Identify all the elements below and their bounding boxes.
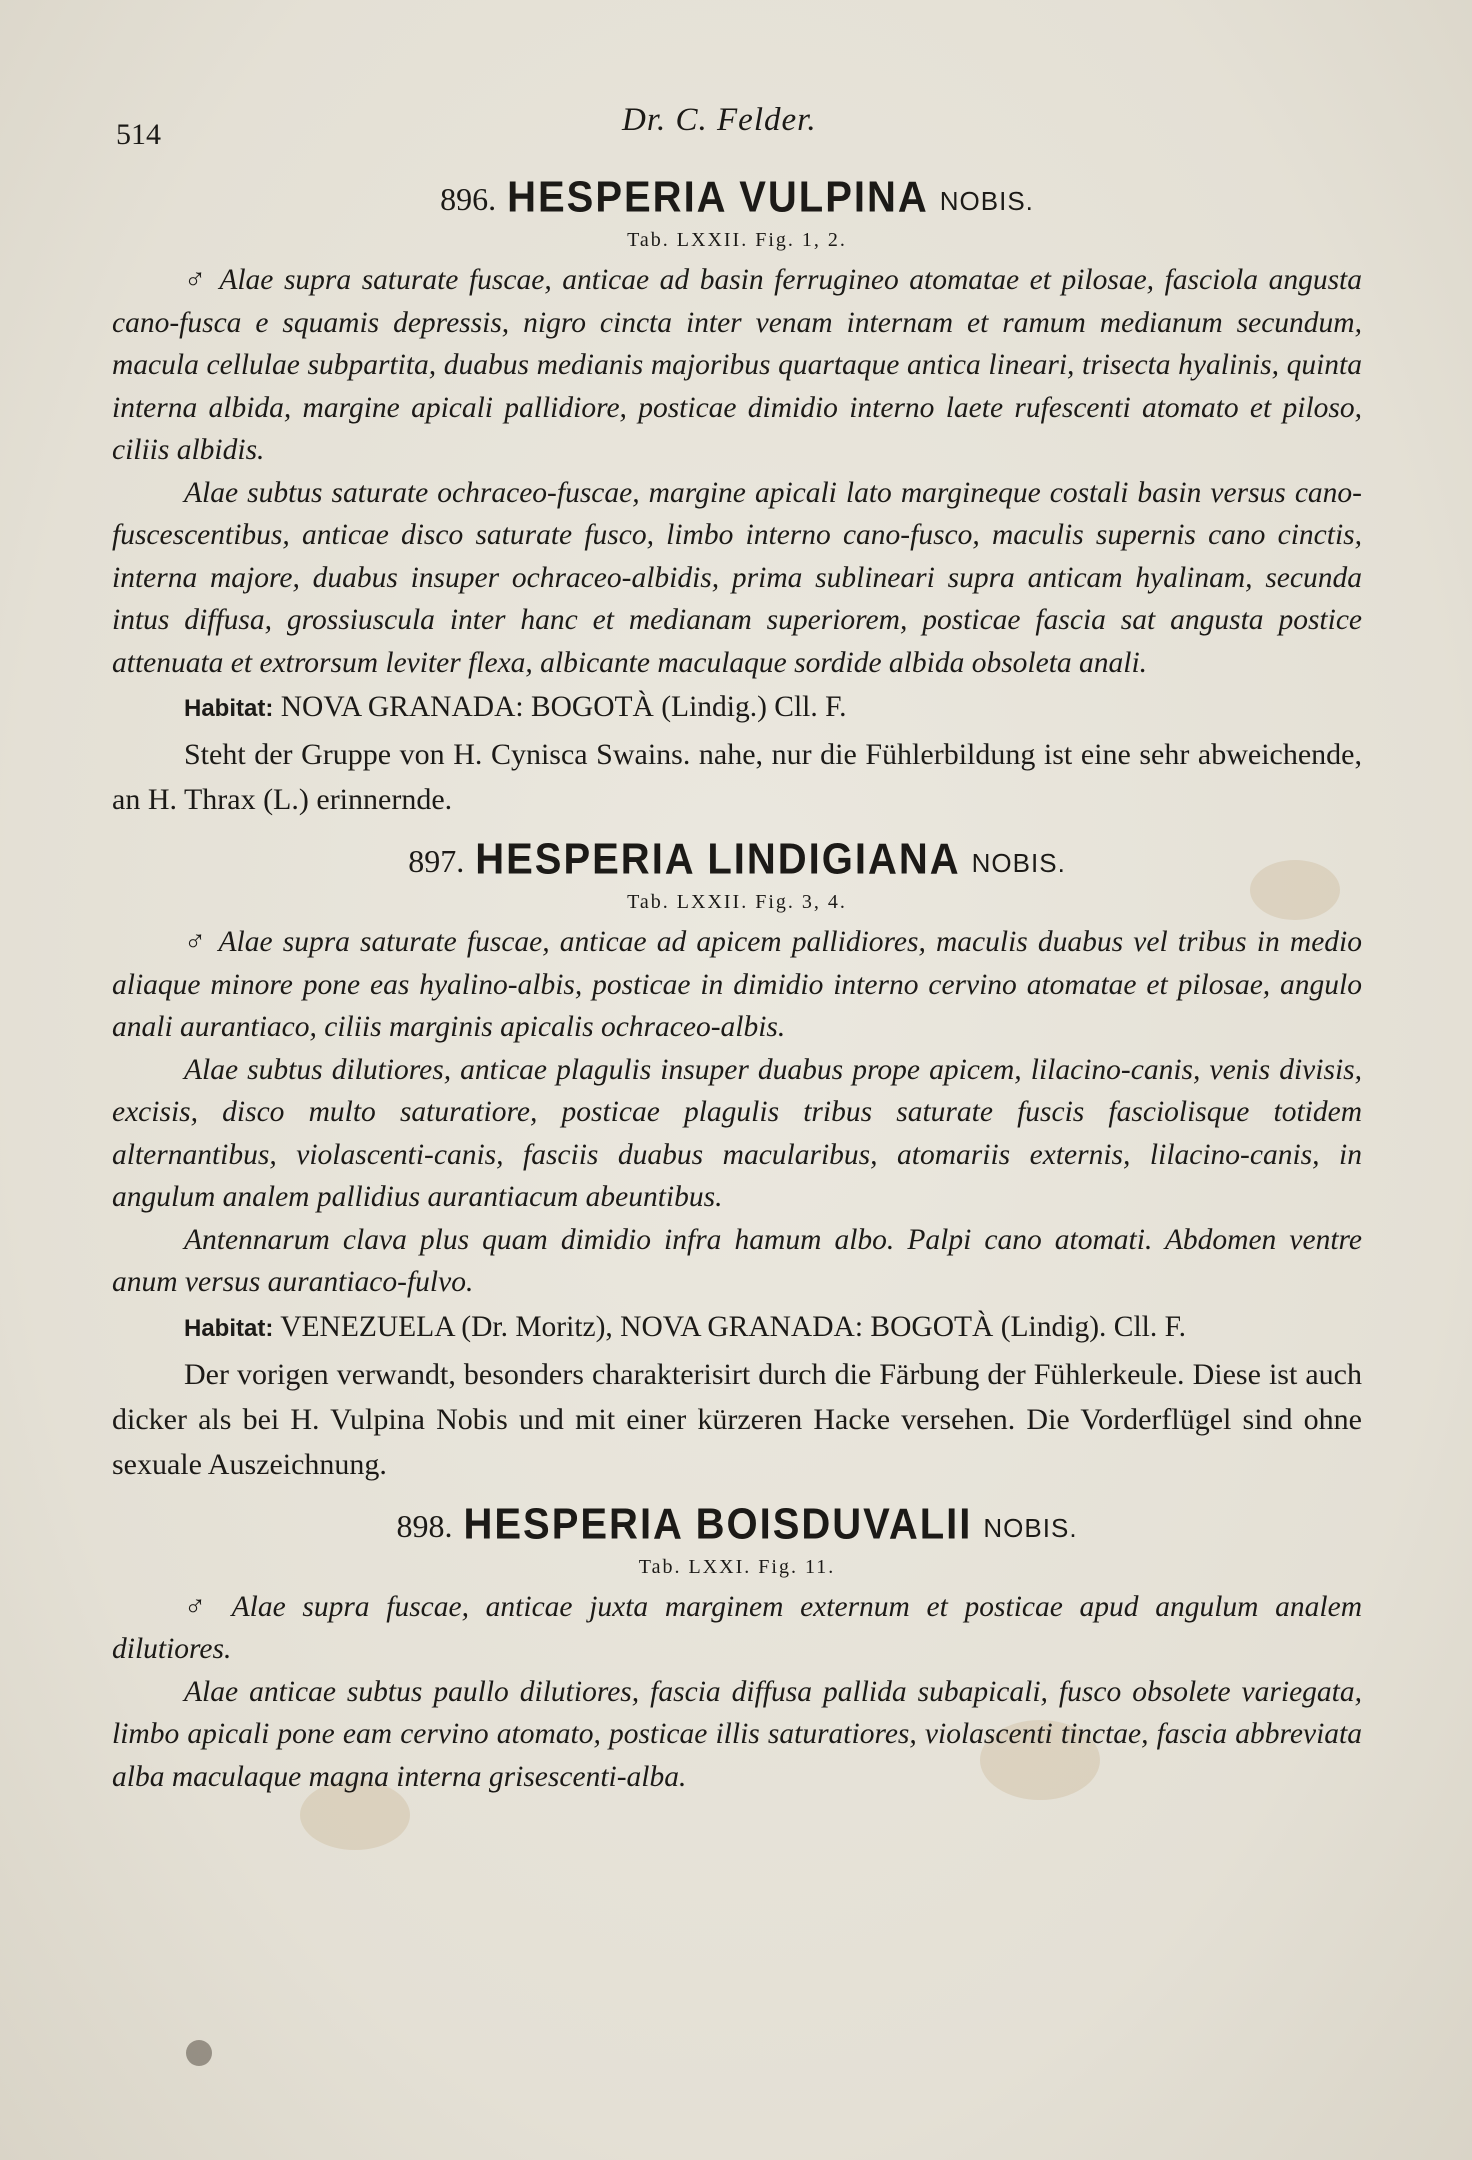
species-authority: NOBIS. xyxy=(971,848,1066,878)
species-entry-896 xyxy=(112,170,1362,822)
plate-reference: Tab. LXXII. Fig. 1, 2. xyxy=(627,229,847,251)
species-authority: NOBIS. xyxy=(939,186,1034,216)
entry-number: 896. xyxy=(440,181,497,217)
entry-title xyxy=(112,1497,1362,1554)
remark-text: Der vorigen verwandt, besonders charakterisirt durch die Färbung der Fühlerkeule. Diese ist auch dicker als bei H. Vulpina Nobis und mit einer kürzeren Hacke versehen. Die Vorderflügel sind ohne sexuale Auszeichnung. xyxy=(112,1357,1362,1481)
species-entry-898 xyxy=(112,1497,1362,1799)
habitat-label: Habitat: xyxy=(184,695,274,722)
habitat-label: Habitat: xyxy=(184,1314,274,1342)
entry-title xyxy=(112,170,1362,227)
species-authority: NOBIS. xyxy=(983,1512,1078,1543)
habitat-line xyxy=(112,684,1362,732)
plate-reference: Tab. LXXII. Fig. 3, 4. xyxy=(627,891,847,913)
description-underside: Alae anticae subtus paullo dilutiores, fascia diffusa pallida subapicali, fusco obsolete variegata, limbo apicali pone eam cervino atomato, posticae illis saturatiores, violascenti tinctae, fascia abbreviata alba maculaque magna interna grisescenti-alba. xyxy=(112,1675,1362,1793)
species-name: HESPERIA VULPINA xyxy=(507,172,929,222)
running-head-author: Dr. C. Felder. xyxy=(622,102,817,138)
entry-number: 897. xyxy=(408,843,465,879)
description-underside: Alae subtus saturate ochraceo-fuscae, margine apicali lato margineque costali basin versus cano-fuscescentibus, anticae disco saturate fusco, limbo interno cano-fusco, maculis supernis cano cinctis, interna majore, duabus insuper ochraceo-albidis, prima sublineari supra anticam hyalinam, secunda intus diffusa, grossiuscula inter hanc et medianam superiorem, posticae fascia sat angusta postice attenuata et extrorsum leviter flexa, albicante maculaque sordide albida obsoleta anali. xyxy=(112,476,1362,679)
description-upperside: ♂ Alae supra fuscae, anticae juxta marginem externum et posticae apud angulum analem dilutiores. xyxy=(112,1590,1362,1665)
page-content xyxy=(112,100,1362,1798)
species-entry-897 xyxy=(112,832,1362,1487)
habitat-line xyxy=(112,1304,1362,1352)
remark-text: Steht der Gruppe von H. Cynisca Swains. nahe, nur die Fühlerbildung ist eine sehr abweichende, an H. Thrax (L.) erinnernde. xyxy=(112,738,1362,816)
description-upperside: ♂ Alae supra saturate fuscae, anticae ad basin ferrugineo atomatae et pilosae, fasciola angusta cano-fusca e squamis depressis, nigro cincta inter venam internam et ramum medianum secundum, macula cellulae subpartita, duabus medianis majoribus quartaque antica lineari, trisecta hyalinis, quinta interna albida, margine apicali pallidiore, posticae dimidio interno laete rufescenti atomato et piloso, ciliis albidis. xyxy=(112,264,1362,466)
species-name: HESPERIA LINDIGIANA xyxy=(475,834,961,884)
species-name: HESPERIA BOISDUVALII xyxy=(463,1499,973,1548)
ink-blot xyxy=(186,2040,212,2066)
description-underside: Alae subtus dilutiores, anticae plagulis insuper duabus prope apicem, lilacino-canis, venis divisis, excisis, disco multo saturatiore, posticae plagulis tribus saturate fuscis fasciolisque totidem alternantibus, violascenti-canis, fasciis duabus macularibus, atomariis externis, lilacino-canis, in angulum analem pallidius aurantiacum abeuntibus. xyxy=(112,1053,1362,1213)
entry-number: 898. xyxy=(396,1507,453,1544)
habitat-text: VENEZUELA (Dr. Moritz), NOVA GRANADA: BOGOTÀ (Lindig). Cll. F. xyxy=(280,1310,1187,1343)
entry-title xyxy=(112,832,1362,889)
description-extra: Antennarum clava plus quam dimidio infra hamum albo. Palpi cano atomati. Abdomen ventre anum versus aurantiaco-fulvo. xyxy=(112,1223,1362,1298)
page-number: 514 xyxy=(116,118,161,151)
habitat-text: NOVA GRANADA: BOGOTÀ (Lindig.) Cll. F. xyxy=(280,691,847,723)
description-upperside: ♂ Alae supra saturate fuscae, anticae ad apicem pallidiores, maculis duabus vel tribus in medio aliaque minore pone eas hyalino-albis, posticae in dimidio interno cervino atomatae et pilosae, angulo anali aurantiaco, ciliis marginis apicalis ochraceo-albis. xyxy=(112,926,1362,1043)
running-head xyxy=(112,100,1362,160)
plate-reference: Tab. LXXI. Fig. 11. xyxy=(638,1555,836,1578)
